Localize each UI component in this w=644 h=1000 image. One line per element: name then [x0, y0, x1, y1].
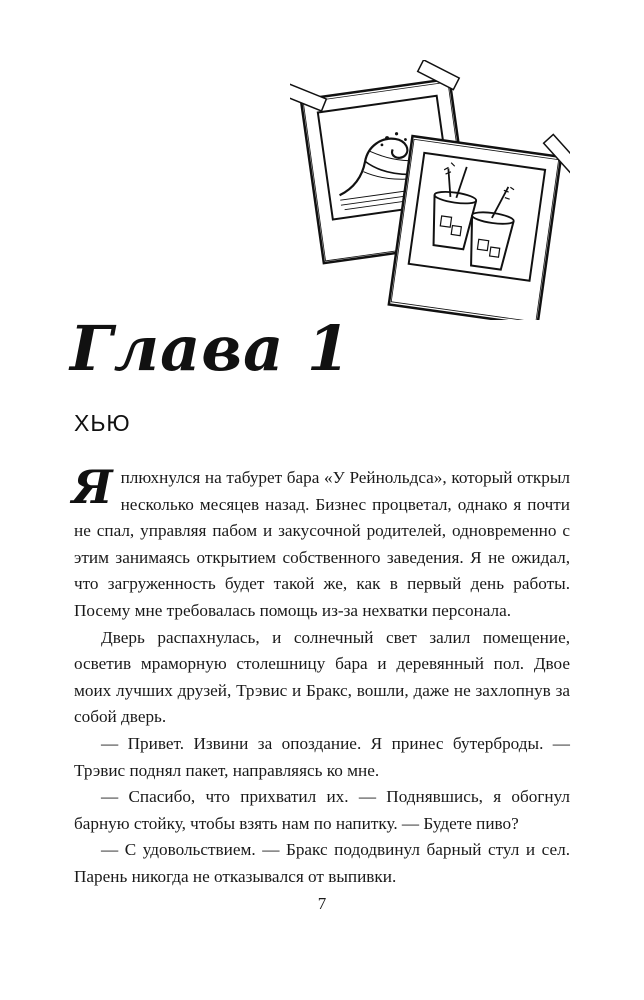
paragraph: Дверь распахнулась, и солнечный свет залил помещение, осветив мраморную столешницу бара и деревянный пол. Двое моих лучших друзей, Трэвис и Бракс, вошли, даже не захлопнув за собой дверь. [74, 627, 570, 727]
chapter-body [72, 460, 570, 891]
chapter-title: Глава 1 [70, 312, 351, 385]
polaroid-photo-cocktails-icon [389, 115, 570, 320]
paragraph: — Привет. Извини за опоздание. Я принес бутерброды. — Трэвис поднял пакет, направляясь ко мне. [74, 733, 570, 780]
page-number: 7 [317, 894, 327, 913]
chapter-pov-name: ХЬЮ [74, 410, 131, 436]
paragraph: — С удовольствием. — Бракс пододвинул барный стул и сел. Парень никогда не отказывался от выпивки. [74, 840, 570, 886]
drop-cap: Я [72, 460, 113, 514]
paragraph-text: плюхнулся на табурет бара «У Рейнольдса», который открыл несколько месяцев назад. Бизнес процветал, однако я почти не спал, управляя пабом и закусочной родителей, одновременно с этим занимаясь открытием собственного заведения. Я не ожидал, что загруженность будет такой же, как в первый день работы. Посему мне требовалась помощь из-за нехватки персонала. [74, 468, 570, 620]
paragraph [72, 460, 570, 625]
chapter-illustration [290, 60, 570, 320]
paragraph: — Спасибо, что прихватил их. — Поднявшись, я обогнул барную стойку, чтобы взять нам по напитку. — Будете пиво? [74, 787, 570, 833]
